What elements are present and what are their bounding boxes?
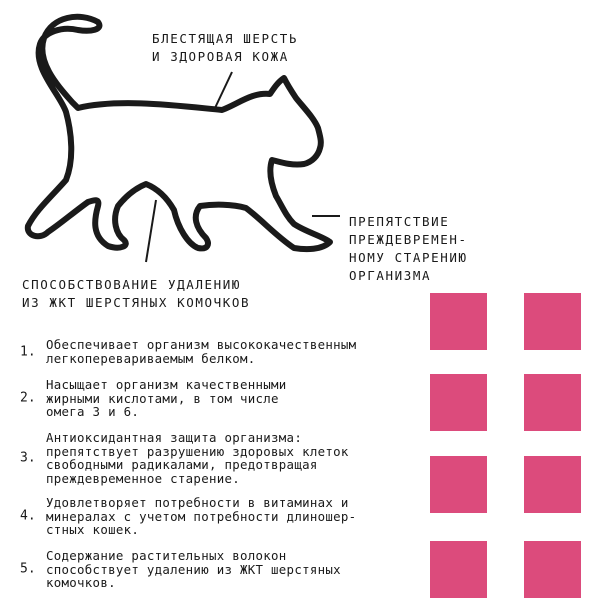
benefit-text: Удовлетворяет потребности в витаминах и минералах с учетом потребности длиношер- стных кошек. — [46, 495, 357, 537]
benefit-item-2 — [20, 378, 430, 419]
benefit-text: Антиоксидантная защита организма: препятствует разрушению здоровых клеток свободными радикалами, предотвращая преждевременное старение. — [46, 430, 349, 486]
fur-leader-line — [215, 72, 232, 108]
benefit-item-3 — [20, 431, 430, 485]
accent-square — [430, 456, 487, 513]
benefit-item-1 — [20, 338, 430, 365]
accent-square — [430, 293, 487, 350]
hairball-callout: СПОСОБСТВОВАНИЕ УДАЛЕНИЮ ИЗ ЖКТ ШЕРСТЯНЫХ КОМОЧКОВ — [22, 277, 251, 310]
accent-square — [524, 456, 581, 513]
accent-square — [524, 374, 581, 431]
benefit-item-4 — [20, 496, 430, 537]
benefit-number: 4. — [20, 508, 36, 524]
aging-callout: ПРЕПЯТСТВИЕ ПРЕЖДЕВРЕМЕН- НОМУ СТАРЕНИЮ ОРГАНИЗМА — [349, 214, 468, 283]
accent-square — [430, 374, 487, 431]
benefit-number: 5. — [20, 561, 36, 577]
benefit-text: Содержание растительных волокон способствует удалению из ЖКТ шерстяных комочков. — [46, 548, 341, 590]
accent-square — [524, 541, 581, 598]
benefit-number: 3. — [20, 450, 36, 466]
benefit-number: 1. — [20, 343, 36, 359]
fur-callout: БЛЕСТЯЩАЯ ШЕРСТЬ И ЗДОРОВАЯ КОЖА — [152, 31, 299, 64]
accent-square — [524, 293, 581, 350]
benefit-text: Обеспечивает организм высококачественным легкоперевариваемым белком. — [46, 337, 357, 366]
benefit-number: 2. — [20, 390, 36, 406]
accent-square — [430, 541, 487, 598]
benefit-item-5 — [20, 549, 430, 590]
benefit-text: Насыщает организм качественными жирными кислотами, в том числе омега 3 и 6. — [46, 377, 287, 419]
hairball-leader-line — [146, 200, 156, 262]
